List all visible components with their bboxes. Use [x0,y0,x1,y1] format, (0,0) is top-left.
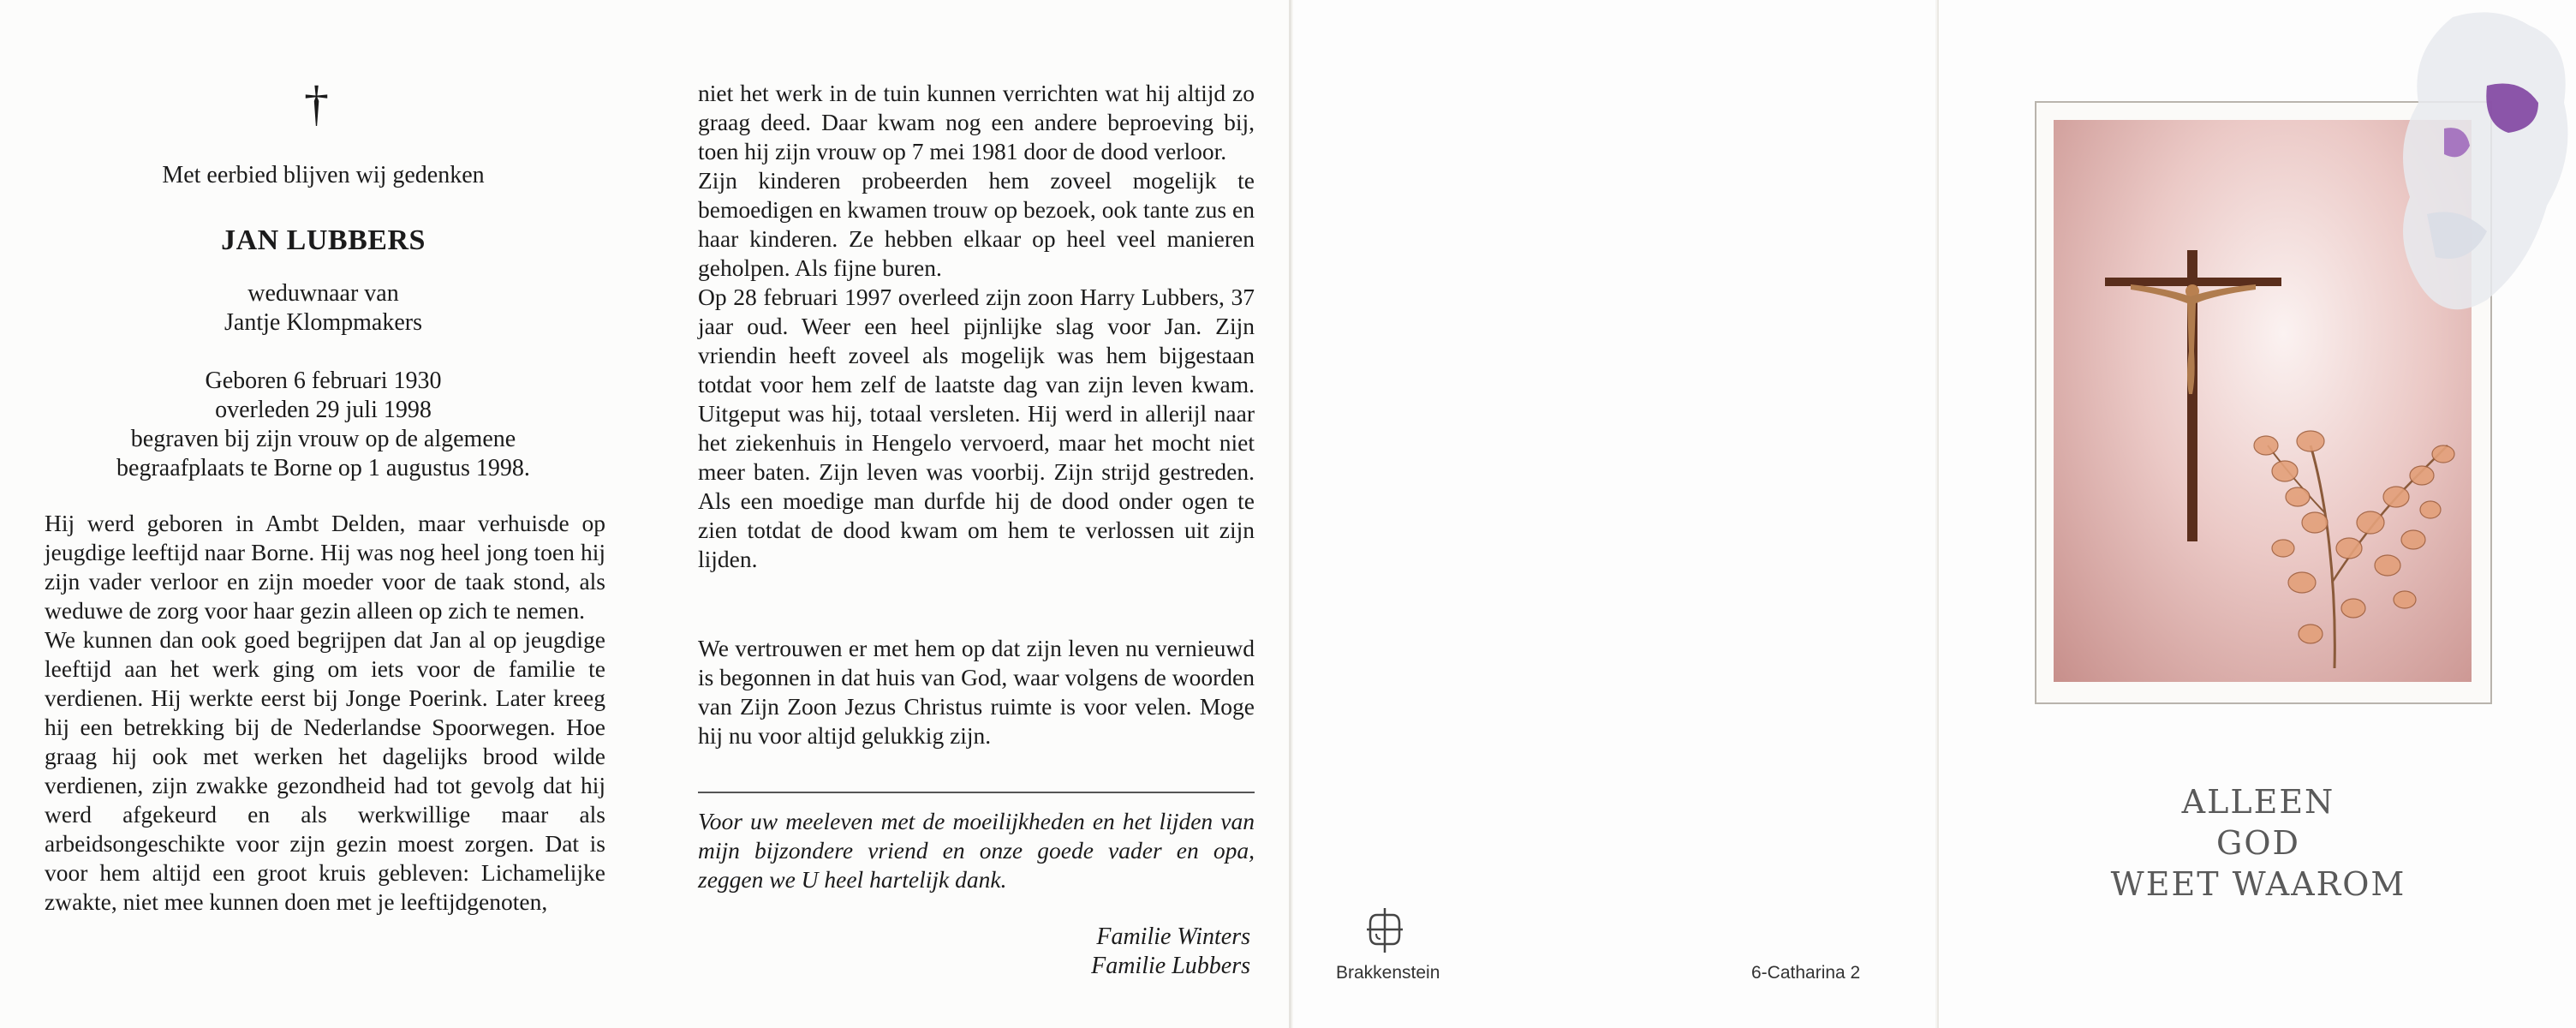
widower-label: weduwnaar van [247,280,399,307]
cross-icon: † [304,75,329,131]
thanks-text: Voor uw meeleven met de moeilijkheden en het lijden van mijn bijzondere vriend en onze goede vader en opa, zeggen we U heel hartelijk dank. [698,808,1255,893]
signature-winters: Familie Winters [1096,923,1250,950]
biography-paragraph: We vertrouwen er met hem op dat zijn leven nu vernieuwd is begonnen in dat huis van God, waar volgens de woorden van Zijn Zoon Jezus Christus ruimte is voor velen. Moge hij nu voor altijd gelukkig zijn. [698,635,1255,749]
biography-paragraph: Op 28 februari 1997 overleed zijn zoon Harry Lubbers, 37 jaar oud. Weer een heel pijnlijke slag voor Jan. Zijn vriendin heeft zoveel als mogelijk was hem bijgestaan totdat voor hem zelf de laatste dag van zijn leven kwam. Uitgeput was hij, totaal versleten. Hij werd in allerijl naar het ziekenhuis in Hengelo vervoerd, maar het mocht niet meer baten. Zijn leven was voorbij. Zijn strijd gestreden. Als een moedige man durfde hij de dood onder ogen te zien totdat de dood kwam om hem te verlossen uit zijn lijden. [698,284,1255,572]
back-panel [1293,0,1935,1028]
biography-text [45,509,605,917]
brakkenstein-logo-icon [1363,906,1406,954]
birth-date: Geboren 6 februari 1930 [205,368,442,394]
biography-paragraph: Zijn kinderen probeerden hem zoveel mogelijk te bemoedigen en kwamen trouw op bezoek, ook tante zus en haar kinderen. Ze hebben elkaar op heel veel manieren geholpen. Als fijne buren. [698,167,1255,281]
card-code: 6-Catharina 2 [1751,963,1861,983]
deceased-name: JAN LUBBERS [221,224,426,256]
biography-continued [698,79,1255,574]
burial-line-2: begraafplaats te Borne op 1 augustus 1998. [116,455,530,481]
divider-line [698,792,1255,793]
right-text-panel [647,0,1291,1028]
name-block [0,224,647,257]
intro-block [0,161,647,190]
spouse-block [0,279,647,338]
signature-lubbers: Familie Lubbers [1091,953,1250,979]
motto-line-3: WEET WAAROM [2110,865,2406,903]
burial-line-1: begraven bij zijn vrouw op de algemene [130,426,516,452]
motto-line-1: ALLEEN [2181,783,2335,821]
intro-line: Met eerbied blijven wij gedenken [162,162,485,188]
faith-text [698,634,1255,750]
death-date: overleden 29 juli 1998 [215,397,432,423]
biography-paragraph: niet het werk in de tuin kunnen verrichten wat hij altijd zo graag deed. Daar kwam nog een andere beproeving bij, toen hij zijn vrouw op 7 mei 1981 door de dood verloor. [698,80,1255,164]
dates-block [0,367,647,483]
cover-panel [1937,0,2576,1028]
spouse-name: Jantje Klompmakers [224,309,422,336]
biography-paragraph: Hij werd geboren in Ambt Delden, maar verhuisde op jeugdige leeftijd naar Borne. Hij was nog heel jong toen hij zijn vader verloor en zijn moeder voor de taak stond, als weduwe de zorg voor haar gezin alleen op zich te nemen. [45,510,605,624]
biography-paragraph: We kunnen dan ook goed begrijpen dat Jan al op jeugdige leeftijd aan het werk ging om iets voor de familie te verdienen. Hij werkte eerst bij Jonge Poerink. Later kreeg hij een betrekking bij de Nederlandse Spoorwegen. Hoe graag hij ook met werken het dagelijks brood wilde verdienen, zijn zwakke gezondheid had tot gevolg dat hij werd afgekeurd en als werkwillige maar als arbeidsongeschikte voor zijn gezin moest zorgen. Dat is voor hem altijd een groot kruis gebleven: Lichamelijke zwakte, niet mee kunnen doen met je leeftijdgenoten, [45,626,605,915]
paper-stain-icon [2393,9,2576,334]
left-text-panel [0,0,647,1028]
motto-line-2: GOD [2216,824,2300,862]
publisher-name: Brakkenstein [1336,963,1440,983]
